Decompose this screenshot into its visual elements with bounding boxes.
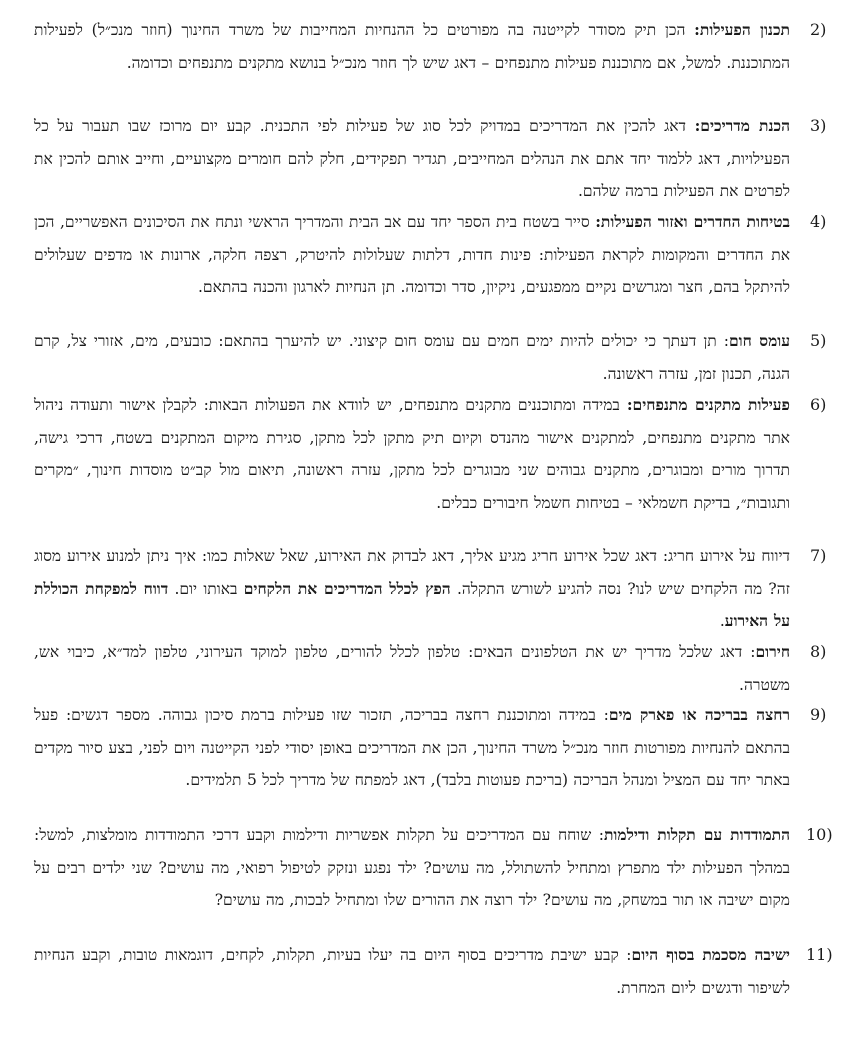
item-title: בטיחות החדרים ואזור הפעילות: (595, 212, 790, 231)
item-body: : שוחח עם המדריכים על תקלות אפשריות ודילמות וקבע דרכי התמודדות מומלצות, למשל: במהלך הפעילות ילד מתפרץ ומתחיל להשתולל, מה עושים? ילד נפגע ונזקק לטיפול רפואי, מה עושים? שני ילדים רבים על מקום ישיבה או תור במשחק, מה עושים? ילד רוצה את ההורים שלו ומתחיל לבכות, מה עושים? (34, 826, 790, 909)
item-body: באותו יום. (168, 579, 244, 598)
item-number: 8) (810, 642, 827, 661)
item-number: 11) (806, 945, 833, 964)
item-text (34, 636, 790, 701)
item-number: 7) (810, 546, 827, 565)
item-title: עומס חום (728, 331, 790, 350)
list-item-6 (34, 389, 848, 512)
item-text (34, 110, 790, 208)
item-body: דאג להכין את המדריכים במדויק לכל סוג של פעילות לפי התכנית. קבע יום מרוכז שבו תעבור על כל הפעילויות, דאג ללמוד יחד אתם את הנהלים המחייבים, תגדיר תפקידים, חלק להם חומרים מקצועיים, וחייב אותם להכין את לפרטים את הפעילות ברמה שלהם. (34, 117, 790, 200)
item-number: 9) (810, 705, 827, 724)
item-title: רחצה בבריכה או פארק מים (608, 705, 790, 724)
item-text (34, 325, 790, 390)
item-body: : קבע ישיבת מדריכים בסוף היום בה יעלו בעיות, תקלות, לקחים, דוגמאות טובות, וקבע הנחיות לשיפור ודגשים ליום המחרת. (34, 946, 790, 997)
item-emphasis: דווח למפקחת הכוללת על האירוע (34, 578, 790, 630)
list-item-4 (34, 206, 848, 326)
item-text (34, 819, 790, 917)
item-title: ישיבה מסכמת בסוף היום (631, 945, 790, 964)
item-body: הכן תיק מסודר לקייטנה בה מפורטים כל ההנחיות המחייבות של משרד החינוך (חוזר מנכ״ל) לפעילות המתוכננת. למשל, אם מתוכננת פעילות מתנפחים – דאג שיש לך חוזר מנכ״ל בנושא מתקנים מתנפחים וכדומה. (34, 21, 790, 72)
item-text (34, 389, 790, 519)
item-number: 5) (810, 331, 827, 350)
list-item-9 (34, 699, 848, 819)
item-number: 3) (810, 116, 827, 135)
list-item-10 (34, 819, 848, 939)
item-text (34, 14, 790, 79)
item-text (34, 699, 790, 797)
item-title: הכנת מדריכים: (694, 116, 790, 135)
item-number: 2) (810, 20, 827, 39)
item-text (34, 939, 790, 1004)
item-body: דיווח על אירוע חריג: דאג שכל אירוע חריג מגיע אליך, דאג לבדוק את האירוע, שאל שאלות כמו: איך ניתן למנוע אירוע מסוג זה? מה הלקחים שיש לנו? נסה להגיע לשורש התקלה. (34, 547, 790, 598)
item-body: : במידה ומתוכננת רחצה בבריכה, תזכור שזו פעילות ברמת סיכון גבוהה. מספר דגשים: פעל בהתאם להנחיות מפורטות חוזר מנכ״ל משרד החינוך, הכן את המדריכים באופן יסודי לפני הקייטנה ויום לפני, בצע סיור מקדים באתר יחד עם המציל ומנהל הבריכה (בריכת פעוטות בלבד), דאג למפתח של מדריך לכל 5 תלמידים. (34, 706, 790, 789)
item-number: 4) (810, 212, 827, 231)
list-item-11 (34, 939, 848, 1059)
item-emphasis: הפץ לכלל המדריכים את הלקחים (243, 578, 451, 598)
item-body: : תן דעתך כי יכולים להיות ימים חמים עם עומס חום קיצוני. יש להיערך בהתאם: כובעים, מים, אזורי צל, קרם הגנה, תכנון זמן, עזרה ראשונה. (34, 332, 790, 383)
item-number: 6) (810, 395, 827, 414)
item-title: חירום (755, 642, 790, 661)
item-text (34, 540, 790, 638)
item-body: . (719, 612, 725, 630)
item-title: פעילות מתקנים מתנפחים: (626, 395, 790, 414)
item-title: התמודדות עם תקלות ודילמות (603, 825, 790, 844)
item-body: סייר בשטח בית הספר יחד עם אב הבית והמדריך הראשי ונתח את הסיכונים האפשריים, הכן את החדרים והמקומות לקראת הפעילות: פינות חדות, דלתות שעלולות להיטרק, רצפה חלקה, ארונות או מדפים שעלולים להיתקל בהם, חצר ומגרשים נקיים ממפגעים, ניקיון, סדר וכדומה. תן הנחיות לארגון והכנה בהתאם. (34, 213, 790, 296)
item-number: 10) (806, 825, 833, 844)
item-text (34, 206, 790, 304)
item-body: במידה ומתוכננים מתקנים מתנפחים, יש לוודא את הפעולות הבאות: לקבלן אישור ותעודה ניהול אתר מתקנים מתנפחים, למתקנים אישור מהנדס וקיום תיק מתקן לכל מתקן, סגירת מיקום המתקנים בשטח, דרכי גישה, תדרוך מורים ומבוגרים, מתקנים גבוהים שני מבוגרים לכל מתקן, עזרה ראשונה, תיאום מול קב״ט מוסדות חינוך, ״מקרים ותגובות״, בדיקת חשמלאי – בטיחות חשמל חיבורים כבלים. (34, 396, 790, 512)
item-body: : דאג שלכל מדריך יש את הטלפונים הבאים: טלפון לכלל להורים, טלפון למוקד העירוני, טלפון למד״א, כיבוי אש, משטרה. (34, 643, 790, 694)
item-title: תכנון הפעילות: (694, 20, 790, 39)
